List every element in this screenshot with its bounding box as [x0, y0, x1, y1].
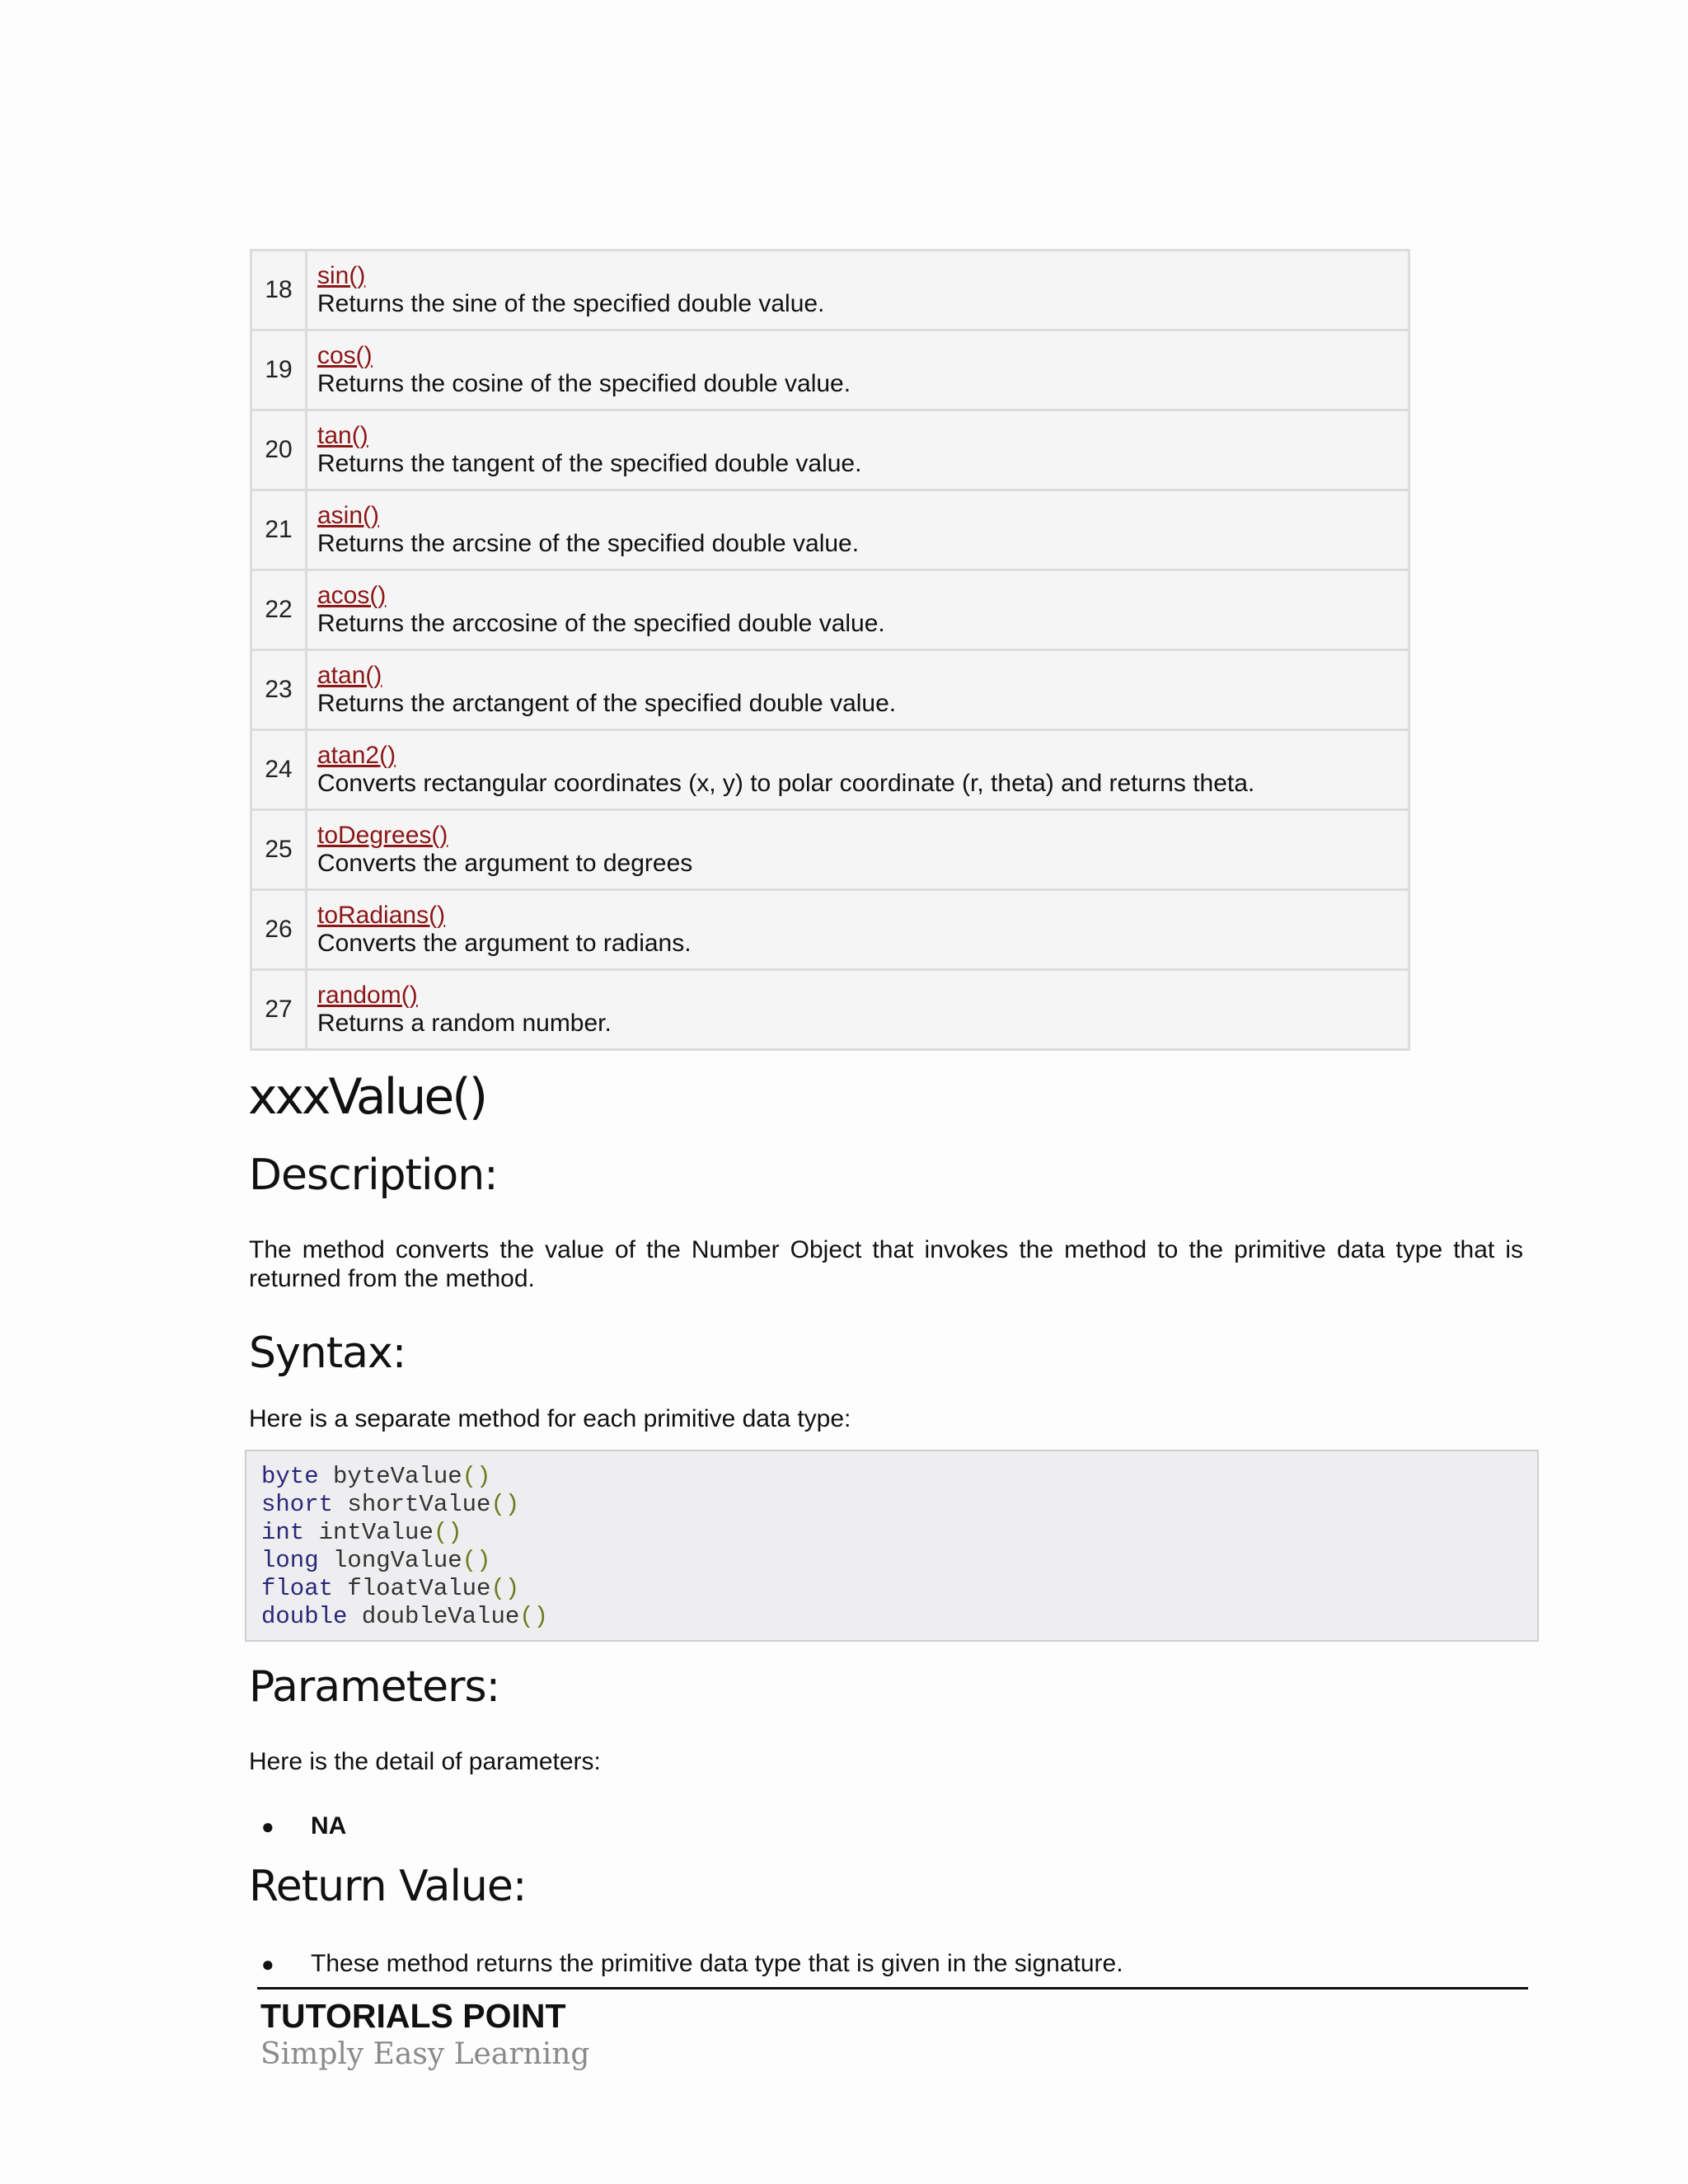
parameters-intro: Here is the detail of parameters: [249, 1748, 601, 1775]
row-number: 26 [251, 890, 307, 970]
table-row [251, 251, 1409, 330]
method-description: Returns the arctangent of the specified double value. [317, 690, 897, 717]
method-description: Returns the arccosine of the specified double value. [317, 610, 885, 637]
method-link-tan[interactable]: tan() [317, 422, 368, 449]
table-row [251, 970, 1409, 1050]
code-line [261, 1491, 1522, 1519]
row-number: 27 [251, 970, 307, 1050]
footer-tagline: Simply Easy Learning [260, 2037, 590, 2071]
code-type: float [261, 1575, 334, 1602]
method-link-todegrees[interactable]: toDegrees() [317, 822, 448, 849]
code-line [261, 1547, 1522, 1575]
method-link-cos[interactable]: cos() [317, 342, 373, 369]
method-cell [307, 251, 1409, 330]
bullet-icon: ● [261, 1952, 274, 1976]
method-link-acos[interactable]: acos() [317, 582, 387, 609]
row-number: 18 [251, 251, 307, 330]
method-description: Converts the argument to degrees [317, 850, 693, 877]
table-row [251, 810, 1409, 890]
table-row [251, 410, 1409, 490]
code-method: longValue [333, 1547, 462, 1574]
parameters-value: NA [311, 1812, 347, 1840]
parameters-list-item [261, 1812, 346, 1840]
code-line [261, 1575, 1522, 1603]
method-link-asin[interactable]: asin() [317, 502, 380, 529]
code-line [261, 1519, 1522, 1547]
parameters-heading: Parameters: [249, 1662, 500, 1712]
method-description: Converts rectangular coordinates (x, y) to polar coordinate (r, theta) and returns theta. [317, 770, 1255, 797]
method-link-random[interactable]: random() [317, 982, 418, 1009]
method-cell [307, 810, 1409, 890]
code-block [245, 1450, 1539, 1642]
code-line [261, 1603, 1522, 1631]
method-description: Returns the sine of the specified double value. [317, 290, 825, 317]
description-text: The method converts the value of the Number Object that invokes the method to the primitive data type that is returned from the method. [249, 1236, 1523, 1292]
method-link-toradians[interactable]: toRadians() [317, 902, 446, 929]
code-type: double [261, 1603, 348, 1630]
method-description: Returns the arcsine of the specified double value. [317, 530, 860, 557]
return-list-item [261, 1950, 1123, 1978]
row-number: 19 [251, 330, 307, 410]
method-cell [307, 410, 1409, 490]
bullet-icon: ● [261, 1814, 274, 1839]
code-type: short [261, 1491, 334, 1518]
code-method: byteValue [333, 1463, 462, 1490]
method-description: Returns a random number. [317, 1010, 612, 1037]
syntax-intro: Here is a separate method for each primitive data type: [249, 1405, 851, 1432]
math-methods-table [250, 249, 1410, 1051]
page-title: xxxValue() [248, 1068, 486, 1126]
method-cell [307, 570, 1409, 650]
table-row [251, 730, 1409, 810]
row-number: 21 [251, 490, 307, 570]
row-number: 20 [251, 410, 307, 490]
code-method: floatValue [347, 1575, 491, 1602]
method-cell [307, 730, 1409, 810]
return-value-heading: Return Value: [249, 1862, 527, 1911]
row-number: 23 [251, 650, 307, 730]
row-number: 22 [251, 570, 307, 650]
code-type: long [261, 1547, 319, 1574]
table-row [251, 570, 1409, 650]
method-link-atan[interactable]: atan() [317, 662, 382, 689]
method-cell [307, 330, 1409, 410]
description-heading: Description: [249, 1151, 498, 1200]
code-line [261, 1463, 1522, 1491]
code-parens: () [433, 1519, 462, 1546]
method-link-atan2[interactable]: atan2() [317, 742, 396, 769]
footer-brand: TUTORIALS POINT [260, 1997, 566, 2035]
code-method: shortValue [347, 1491, 491, 1518]
method-cell [307, 890, 1409, 970]
code-type: byte [261, 1463, 319, 1490]
method-cell [307, 970, 1409, 1050]
table-row [251, 890, 1409, 970]
code-parens: () [490, 1575, 520, 1602]
table-row [251, 490, 1409, 570]
table-row [251, 650, 1409, 730]
method-cell [307, 490, 1409, 570]
method-cell [307, 650, 1409, 730]
method-description: Converts the argument to radians. [317, 930, 692, 957]
code-type: int [261, 1519, 305, 1546]
table-row [251, 330, 1409, 410]
code-parens: () [519, 1603, 549, 1630]
code-parens: () [490, 1491, 520, 1518]
row-number: 25 [251, 810, 307, 890]
method-link-sin[interactable]: sin() [317, 262, 366, 289]
code-method: doubleValue [361, 1603, 520, 1630]
method-description: Returns the tangent of the specified double value. [317, 450, 862, 477]
footer-divider [257, 1987, 1528, 1990]
row-number: 24 [251, 730, 307, 810]
code-method: intValue [318, 1519, 434, 1546]
return-value-text: These method returns the primitive data type that is given in the signature. [311, 1950, 1123, 1977]
syntax-heading: Syntax: [249, 1329, 406, 1378]
method-description: Returns the cosine of the specified double value. [317, 370, 851, 397]
code-parens: () [462, 1463, 491, 1490]
code-parens: () [462, 1547, 491, 1574]
